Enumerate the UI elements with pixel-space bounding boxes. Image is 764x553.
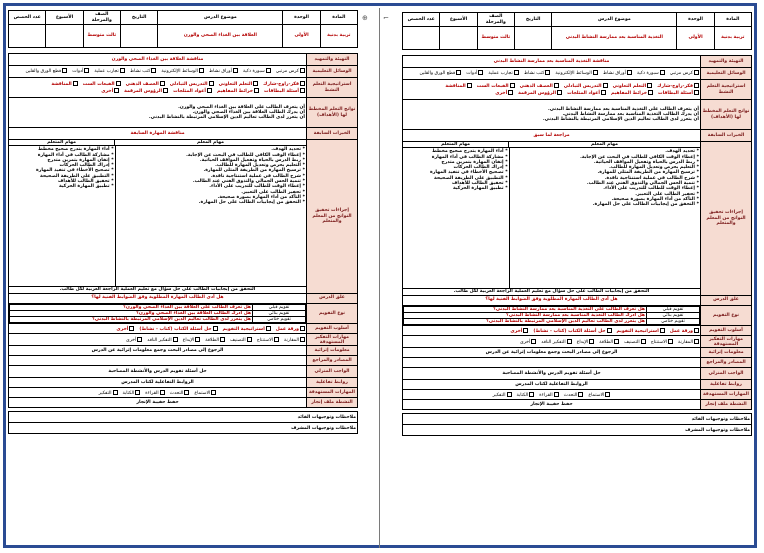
skill-item[interactable]: الاستنتاج [651,339,673,345]
aid-item[interactable]: كتب نشاط [130,68,157,74]
aid-item[interactable]: كرس مرتبي [670,70,699,76]
links-text: الروابط التفاعلية لكتاب المدرس [403,380,701,390]
teacher-task: * ربط الدرس بالحياة وتفعيل المواقف الحياتية. [117,158,305,163]
col-sessions: عدد الحصص [9,11,46,25]
teacher-task: * تنمية الحس الجمالي والتذوق الفني عند الطالب. [117,179,305,184]
strategy-item[interactable]: أسئلة البطاقات [264,88,305,94]
grade-value: ثالث متوسط [477,27,514,50]
strategy-item[interactable]: فكر-زاوج-شارك [657,83,699,89]
aids-list [10,68,305,74]
strategy-item[interactable]: التعلم التعاوني [613,83,653,89]
student-task: * تطبيق المهارة الحركية [404,186,508,191]
col-sessions: عدد الحصص [403,13,440,27]
life-skill-item[interactable]: التحدث [170,390,190,396]
label-life-skills: المهارات المستهدفة [701,390,752,400]
homework-text: حل أسئلة تقويم الدرس والأنشطة المصاحبة [403,368,701,380]
strategy-item[interactable]: أعواد المثلجات [173,88,212,94]
label-eval-style: أسلوب التقويم [701,326,752,336]
sessions-value [403,27,440,50]
col-lesson: موضوع الدرس [158,11,283,25]
student-task: * تحقيق الطالب للأهداف [10,179,114,184]
supervisor-notes: ملاحظات وتوجيهات المشرف [403,425,752,436]
skill-item[interactable]: التفكير الناقد [541,339,571,345]
student-task: * إدراك الطالب الحركات [404,165,508,170]
eval-style-item[interactable]: حل أسئلة الكتاب (كتاب - نشاط) [139,326,217,332]
unit-value: الأولى [283,25,320,48]
col-date: التاريخ [514,13,551,27]
student-task: * مشاركة الطالب في أداء المهارة [404,155,508,160]
strategy-item[interactable]: التدريس التبادلي [170,81,214,87]
strategy-item[interactable]: خرائط المفاهيم [611,90,653,96]
teacher-task: * تحديد الهدف. [511,149,699,154]
skill-item[interactable]: التصنيف [230,337,252,343]
life-skill-item[interactable]: القراءة [145,390,164,396]
col-unit: الوحدة [283,11,320,25]
sources-text: الرجوع إلى مصادر البحث وجمع معلومات إثرائية عن الدرس [403,348,701,358]
label-closing: غلق الدرس [701,295,752,305]
student-task: * تطبيق المهارة الحركية [10,184,114,189]
skill-item[interactable]: الإبداع [183,337,201,343]
subject-value: تربية بدنية [320,25,357,48]
unit-value: الأولى [677,27,714,50]
teacher-role-heading: مهام المعلم [114,140,306,145]
notes-table [8,411,358,434]
skill-item[interactable]: المقارنة [284,337,305,343]
label-skills: مهارات التفكير المستهدفة [307,334,358,346]
leader-notes: ملاحظات وتوجيهات القائد [403,414,752,425]
student-task: * تصحيح الأخطاء في تنفيذ المهارة [404,170,508,175]
skill-item[interactable]: أخرى [126,337,142,343]
eval-style-item[interactable]: استراتيجية التقويم [617,328,665,334]
anchor-icon: ⊕ [362,14,368,22]
notes-table [402,413,752,436]
lesson-body-table [402,55,752,410]
label-outcomes: نواتج التعلم المخطط لها (الأهداف) [701,100,752,130]
week-value [440,27,477,50]
student-task: * تصحيح الأخطاء في تنفيذ المهارة [10,168,114,173]
label-aids: الوسائل التعليمية [307,66,358,78]
student-task: * التطبيق على الطريقة الصحيحة [404,176,508,181]
subject-value: تربية بدنية [714,27,751,50]
label-sources: المصادر والمراجع [307,356,358,366]
teacher-task: * التعليم بحرص وتعديل المهارة للطالب. [511,165,699,170]
teacher-role-heading: مهام المعلم [508,142,700,147]
life-skill-item[interactable]: الكتابة [517,392,535,398]
supervisor-notes: ملاحظات وتوجيهات المشرف [9,423,358,434]
label-eval: نوع التقويم [307,303,358,324]
teacher-tasks [511,149,699,207]
aids-list [404,70,699,76]
strategy-item[interactable]: العصف الذهني [520,83,559,89]
aid-item[interactable]: تجارب عملية [94,68,124,74]
grade-value: ثالث متوسط [83,25,120,48]
eval-style-item[interactable]: أخرى [510,328,528,334]
skill-item[interactable]: التفكير الناقد [147,337,177,343]
aid-item[interactable]: كرس مرتبي [276,68,305,74]
skill-item[interactable]: التصنيف [624,339,646,345]
aid-item[interactable]: الوسائط الإلكترونية [555,70,598,76]
closing-note: التحقق من إيجابيات الطالب على حل سؤال مع تعليم العملية الراجعة العربية لكل طالب. [9,286,306,292]
label-portfolio: النشطة ملف إنجاز [307,398,358,408]
teacher-task: * تنمية الحس الجمالي والتذوق الفني عند الطالب. [511,181,699,186]
label-enrichment: معلومات إثرائية [701,348,752,358]
closing-question: هل أدى الطالب المهارة المطلوبة وفق الضوابط الفنية لها؟ [403,295,701,305]
label-closing: غلق الدرس [307,293,358,303]
life-skill-item[interactable]: الاستماع [588,392,610,398]
student-task: * إدراك الطالب الحركات [10,163,114,168]
teacher-task: * إعطاء الوقت للطالب للتدريب على الأداء. [117,184,305,189]
aid-item[interactable]: سبورة ذكية [637,70,665,76]
student-role-heading: مهام المتعلم [441,142,470,147]
student-task: * أداء المهارة بتدرج صحيح مخطط [404,149,508,154]
label-eval-style: أسلوب التقويم [307,324,358,334]
intro-text: مناقشة التغذية المناسبة بعد ممارسة النشاط البدني [403,56,701,68]
strategy-item[interactable]: أخرى [495,90,513,96]
date-value [514,27,551,50]
teacher-task: * ربط الدرس بالحياة وتفعيل المواقف الحياتية. [511,160,699,165]
skill-item[interactable]: أخرى [520,339,536,345]
teacher-task: * التأكد من أداء المهارة بصورة صحيحة. [511,197,699,202]
eval-question: هل أدرك الطالب العلاقة بين الغذاء الصحي والوزن؟ [10,310,253,316]
life-skill-item[interactable]: الكتابة [123,390,141,396]
teacher-task: * التأكد من أداء المهارة بصورة صحيحة. [117,195,305,200]
col-date: التاريخ [120,11,157,25]
lesson-body-table [8,53,358,408]
teacher-task: * التحقق من إيجابيات الطالب على حل المهارة. [117,200,305,205]
col-subject: المادة [714,13,751,27]
skill-item[interactable]: الطلاقة [599,339,619,345]
label-strategies: استراتيجية التعلم النشط [701,80,752,100]
week-value [46,25,83,48]
label-sources: المصادر والمراجع [701,358,752,368]
strategy-item[interactable]: العصف الذهني [126,81,165,87]
label-prior: الخبرات السابقة [307,128,358,140]
col-grade: الصف والمرحلة [83,11,120,25]
teacher-task: * تحديد الهدف. [117,147,305,152]
strategy-item[interactable]: المناقشة [445,83,471,89]
label-homework: الواجب المنزلي [701,368,752,380]
lesson-value: العلاقة بين الغذاء الصحي والوزن [158,25,283,48]
portfolio-text: حفظ حقيبة الإنجاز [403,400,701,410]
eval-question: هل يتعزز لدى الطالب تعاليم الدين الإسلامي المرتبطة بالنشاط البدني؟ [404,319,647,325]
outcome-item: أن يتعزز لدى الطالب تعاليم الدين الإسلامي المرتبطة بالنشاط البدني. [148,115,305,121]
outcome-item: أن يدرك الطالب العلاقة بين الغذاء الصحي والوزن. [192,109,305,115]
label-intro: التهيئة والتمهيد [701,56,752,68]
eval-style-item[interactable]: حل أسئلة الكتاب (كتاب - نشاط) [533,328,611,334]
label-skills: مهارات التفكير المستهدفة [701,336,752,348]
sessions-value [9,25,46,48]
aid-item[interactable]: سبورة ذكية [243,68,271,74]
outcome-item: أن يتعرف الطالب على العلاقة بين الغذاء الصحي والوزن. [178,104,305,110]
skill-item[interactable]: الإبداع [577,339,595,345]
skill-item[interactable]: المقارنة [678,339,699,345]
col-subject: المادة [320,11,357,25]
life-skill-item[interactable]: القراءة [539,392,558,398]
label-procedures: إجراءات تحقيق النواتج من المعلم والمتعلم [307,140,358,294]
aid-item[interactable]: قطع الورق والقلين [419,70,461,76]
life-skill-item[interactable]: التفكير [99,390,118,396]
label-strategies: استراتيجية التعلم النشط [307,78,358,98]
col-unit: الوحدة [677,13,714,27]
life-skill-item[interactable]: التحدث [564,392,584,398]
life-skill-item[interactable]: الاستماع [194,390,216,396]
label-prior: الخبرات السابقة [701,130,752,142]
lesson-plan-page-left [8,10,358,540]
eval-style-item[interactable]: ورقة عمل [276,326,305,332]
student-task: * مشاركة الطالب في أداء المهارة [10,153,114,158]
label-eval: نوع التقويم [701,305,752,326]
teacher-task: * التحقق من إيجابيات الطالب على حل المهارة. [511,202,699,207]
homework-text: حل أسئلة تقويم الدرس والأنشطة المصاحبة [9,366,307,378]
closing-question: هل أدى الطالب المهارة المطلوبة وفق الضوابط الفنية لها؟ [9,293,307,303]
eval-type: تقويم قبلي [647,306,700,312]
sources-text: الرجوع إلى مصادر البحث وجمع معلومات إثرائية عن الدرس [9,346,307,356]
col-lesson: موضوع الدرس [552,13,677,27]
student-role-heading: مهام المتعلم [47,140,76,145]
student-task: * التطبيق على الطريقة الصحيحة [10,174,114,179]
eval-type: تقويم بنائي [647,312,700,318]
label-homework: الواجب المنزلي [307,366,358,378]
teacher-task: * إعطاء الوقت الكافي للطالب في البحث عن الإجابة. [117,153,305,158]
label-aids: الوسائل التعليمية [701,68,752,80]
prior-text: مناقشة المهارة السابقة [9,128,307,140]
strategy-item[interactable]: التعلم التعاوني [219,81,259,87]
date-value [120,25,157,48]
student-tasks [10,147,114,189]
header-table [402,12,752,50]
skill-item[interactable]: الاستنتاج [257,337,279,343]
life-skill-item[interactable]: التفكير [493,392,512,398]
teacher-task: * ترسيخ المهارة من الطريقة المثلى للمهارة. [511,170,699,175]
aid-item[interactable]: أدوات [72,68,89,74]
prior-text: مراجعة لما سبق [403,130,701,142]
page-fold [379,8,380,548]
aid-item[interactable]: أدوات [466,70,483,76]
strategy-item[interactable]: أخرى [101,88,119,94]
eval-type: تقويم بنائي [253,310,306,316]
teacher-task: * التعليم بحرص وتعديل المهارة للطالب. [117,163,305,168]
eval-question: هل يتعزز لدى الطالب تعاليم الدين الإسلامي المرتبطة بالنشاط البدني؟ [10,317,253,323]
outcome-item: أن يتعرف الطالب على التغذية المناسبة بعد ممارسة النشاط البدني. [548,106,699,112]
strategy-item[interactable]: الرؤوس المرقمة [518,90,562,96]
links-text: الروابط التفاعلية لكتاب المدرس [9,378,307,388]
student-task: * أداء المهارة بتدرج صحيح مخطط [10,147,114,152]
intro-text: مناقشة العلاقة بين الغذاء الصحي والوزن [9,54,307,66]
strategy-item[interactable]: القبعات الست [477,83,515,89]
lesson-plan-page-right [402,12,752,542]
strategy-item[interactable]: فكر-زاوج-شارك [263,81,305,87]
eval-style-item[interactable]: استراتيجية التقويم [223,326,271,332]
eval-question: هل تعرف الطالب على التغذية المناسبة بعد ممارسة النشاط البدني؟ [404,306,647,312]
strategies-list [404,83,699,97]
col-week: الأسبوع [440,13,477,27]
student-tasks [404,149,508,191]
strategies-list [10,81,305,95]
student-task: * إتقان المهارة بتمرين متدرج [10,158,114,163]
strategy-item[interactable]: التدريس التبادلي [564,83,608,89]
outcome-item: أن يدرك الطالب التغذية المناسبة بعد ممارسة النشاط البدني. [562,111,699,117]
aid-item[interactable]: أوراق نشاط [209,68,238,74]
teacher-tasks [117,147,305,205]
eval-type: تقويم قبلي [253,304,306,310]
label-outcomes: نواتج التعلم المخطط لها (الأهداف) [307,98,358,128]
aid-item[interactable]: تجارب عملية [488,70,518,76]
portfolio-text: حفظ حقيبة الإنجاز [9,398,307,408]
aid-item[interactable]: كتب نشاط [524,70,551,76]
aid-item[interactable]: أوراق نشاط [603,70,632,76]
header-table [8,10,358,48]
label-procedures: إجراءات تحقيق النواتج من المعلم والمتعلم [701,142,752,296]
aid-item[interactable]: قطع الورق والقلين [25,68,67,74]
teacher-task: * تحفيز الطالب على التعبير. [511,192,699,197]
label-intro: التهيئة والتمهيد [307,54,358,66]
col-week: الأسبوع [46,11,83,25]
strategy-item[interactable]: خرائط المفاهيم [217,88,259,94]
eval-style-item[interactable]: أخرى [116,326,134,332]
corner-mark-icon: ⌐ [383,14,389,22]
strategy-item[interactable]: أسئلة البطاقات [658,90,699,96]
teacher-task: * إعطاء الوقت للطالب للتدريب على الأداء. [511,186,699,191]
eval-question: هل تعرف الطالب على العلاقة بين الغذاء الصحي والوزن؟ [10,304,253,310]
closing-note: التحقق من إيجابيات الطالب على حل سؤال مع تعليم العملية الراجعة العربية لكل طالب. [403,288,700,294]
eval-style-item[interactable]: ورقة عمل [670,328,699,334]
student-task: * إتقان المهارة بتمرين متدرج [404,160,508,165]
aid-item[interactable]: الوسائط الإلكترونية [161,68,204,74]
label-portfolio: النشطة ملف إنجاز [701,400,752,410]
strategy-item[interactable]: المناقشة [51,81,77,87]
lesson-value: التغذية المناسبة بعد ممارسة النشاط البدني [552,27,677,50]
eval-question: هل أدرك الطالب التغذية المناسبة بعد ممارسة النشاط البدني؟ [404,312,647,318]
strategy-item[interactable]: أعواد المثلجات [567,90,606,96]
label-links: روابط تفاعلية [701,380,752,390]
teacher-task: * شرح الطالب في عملية استنتاجية ناقدة. [117,174,305,179]
strategy-item[interactable]: القبعات الست [83,81,121,87]
teacher-task: * شرح الطالب في عملية استنتاجية ناقدة. [511,176,699,181]
teacher-task: * إعطاء الوقت الكافي للطالب في البحث عن الإجابة. [511,155,699,160]
teacher-task: * ترسيخ المهارة من الطريقة المثلى للمهارة. [117,168,305,173]
col-grade: الصف والمرحلة [477,13,514,27]
label-enrichment: معلومات إثرائية [307,346,358,356]
teacher-task: * تحفيز الطالب على التعبير. [117,190,305,195]
leader-notes: ملاحظات وتوجيهات القائد [9,412,358,423]
label-life-skills: المهارات المستهدفة [307,388,358,398]
label-links: روابط تفاعلية [307,378,358,388]
eval-type: تقويم ختامي [647,319,700,325]
outcome-item: أن يتعزز لدى الطالب تعاليم الدين الإسلامي المرتبطة بالنشاط البدني. [542,117,699,123]
student-task: * تحقيق الطالب للأهداف [404,181,508,186]
strategy-item[interactable]: الرؤوس المرقمة [124,88,168,94]
eval-type: تقويم ختامي [253,317,306,323]
skill-item[interactable]: الطلاقة [205,337,225,343]
